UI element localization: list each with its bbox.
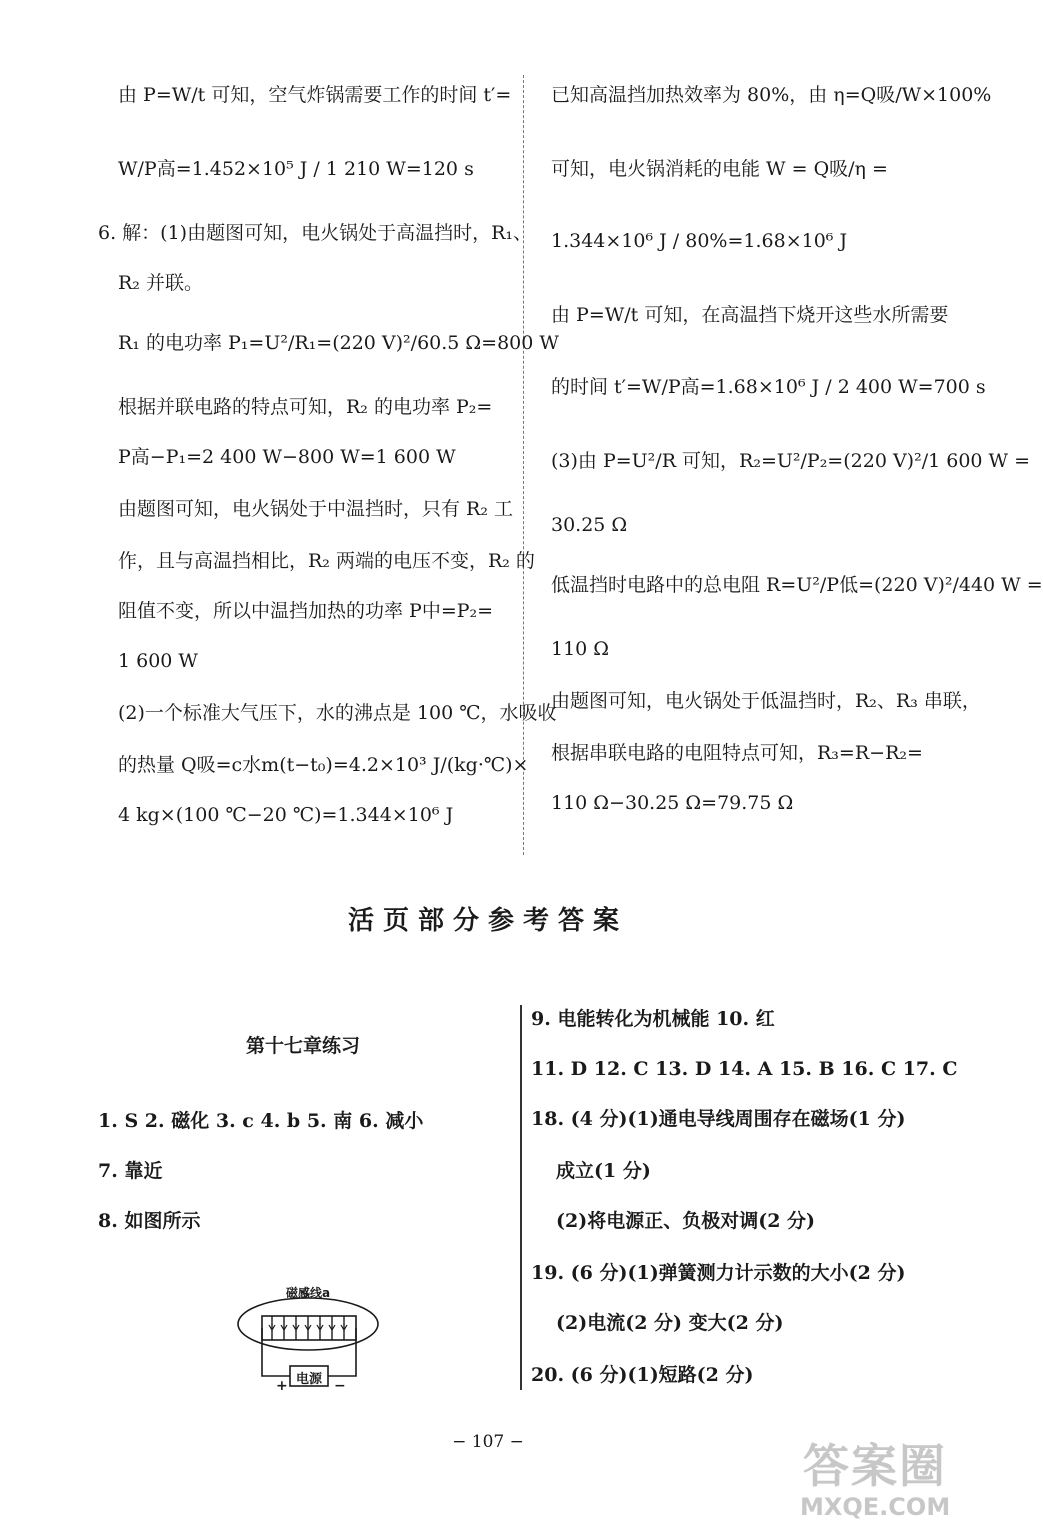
left-line-3: 6. 解：(1)由题图可知，电火锅处于高温挡时，R₁、 (98, 222, 533, 244)
left-line-12: (2)一个标准大气压下，水的沸点是 100 ℃，水吸收 (118, 702, 557, 724)
negative-terminal-label: − (334, 1378, 346, 1394)
left-line-13: 的热量 Q吸=c水m(t−t₀)=4.2×10³ J/(kg·℃)× (118, 754, 529, 776)
answer-line-20: 20. (6 分)(1)短路(2 分) (531, 1364, 754, 1386)
power-source-label: 电源 (296, 1372, 323, 1387)
right-line-11: 根据串联电路的电阻特点可知，R₃=R−R₂= (551, 742, 923, 764)
page-number: − 107 − (452, 1432, 524, 1452)
right-line-6: (3)由 P=U²/R 可知，R₂=U²/P₂=(220 V)²/1 600 W = (551, 450, 1031, 472)
left-line-11: 1 600 W (118, 650, 198, 672)
answer-line-11-17: 11. D 12. C 13. D 14. A 15. B 16. C 17. C (531, 1058, 958, 1080)
answer-line-18-part2: (2)将电源正、负极对调(2 分) (556, 1210, 816, 1232)
right-line-5: 的时间 t′=W/P高=1.68×10⁶ J / 2 400 W=700 s (551, 376, 986, 398)
watermark-main-text: 答案圈 (803, 1439, 947, 1493)
left-line-6: 根据并联电路的特点可知，R₂ 的电功率 P₂= (118, 396, 493, 418)
answer-line-1-6: 1. S 2. 磁化 3. c 4. b 5. 南 6. 减小 (98, 1110, 424, 1132)
watermark-logo (800, 1440, 950, 1528)
answer-line-18: 18. (4 分)(1)通电导线周围存在磁场(1 分) (531, 1108, 906, 1130)
left-line-2: W/P高=1.452×10⁵ J / 1 210 W=120 s (118, 158, 474, 180)
answer-line-7: 7. 靠近 (98, 1160, 163, 1182)
right-line-8: 低温挡时电路中的总电阻 R=U²/P低=(220 V)²/440 W = (551, 574, 1043, 596)
answer-line-8: 8. 如图所示 (98, 1210, 201, 1232)
chapter-title: 第十七章练习 (246, 1035, 361, 1057)
right-line-12: 110 Ω−30.25 Ω=79.75 Ω (551, 792, 794, 814)
right-line-1: 已知高温挡加热效率为 80%，由 η=Q吸/W×100% (551, 84, 992, 106)
right-line-3: 1.344×10⁶ J / 80%=1.68×10⁶ J (551, 230, 848, 252)
left-line-14: 4 kg×(100 ℃−20 ℃)=1.344×10⁶ J (118, 804, 454, 826)
right-line-10: 由题图可知，电火锅处于低温挡时，R₂、R₃ 串联， (551, 690, 981, 712)
field-line-label: 磁感线a (286, 1286, 331, 1300)
right-line-9: 110 Ω (551, 638, 610, 660)
left-line-9: 作，且与高温挡相比，R₂ 两端的电压不变，R₂ 的 (118, 550, 535, 572)
right-line-4: 由 P=W/t 可知，在高温挡下烧开这些水所需要 (551, 304, 949, 326)
solenoid-circuit-diagram (232, 1286, 392, 1402)
answer-line-18-cont: 成立(1 分) (556, 1160, 651, 1182)
left-line-8: 由题图可知，电火锅处于中温挡时，只有 R₂ 工 (118, 498, 514, 520)
left-line-5: R₁ 的电功率 P₁=U²/R₁=(220 V)²/60.5 Ω=800 W (118, 332, 559, 354)
left-line-4: R₂ 并联。 (118, 272, 203, 294)
right-line-2: 可知，电火锅消耗的电能 W = Q吸/η = (551, 158, 888, 180)
answer-line-19: 19. (6 分)(1)弹簧测力计示数的大小(2 分) (531, 1262, 906, 1284)
left-line-7: P高−P₁=2 400 W−800 W=1 600 W (118, 446, 456, 468)
column-divider-top (523, 75, 524, 855)
section-title: 活页部分参考答案 (347, 906, 628, 936)
answer-line-9-10: 9. 电能转化为机械能 10. 红 (531, 1008, 775, 1030)
answer-line-19-part2: (2)电流(2 分) 变大(2 分) (556, 1312, 784, 1334)
positive-terminal-label: + (276, 1378, 288, 1394)
left-line-10: 阻值不变，所以中温挡加热的功率 P中=P₂= (118, 600, 494, 622)
right-line-7: 30.25 Ω (551, 514, 628, 536)
watermark-url: MXQE.COM (800, 1493, 951, 1521)
column-divider-bottom (520, 1005, 522, 1390)
left-line-1: 由 P=W/t 可知，空气炸锅需要工作的时间 t′= (118, 84, 512, 106)
